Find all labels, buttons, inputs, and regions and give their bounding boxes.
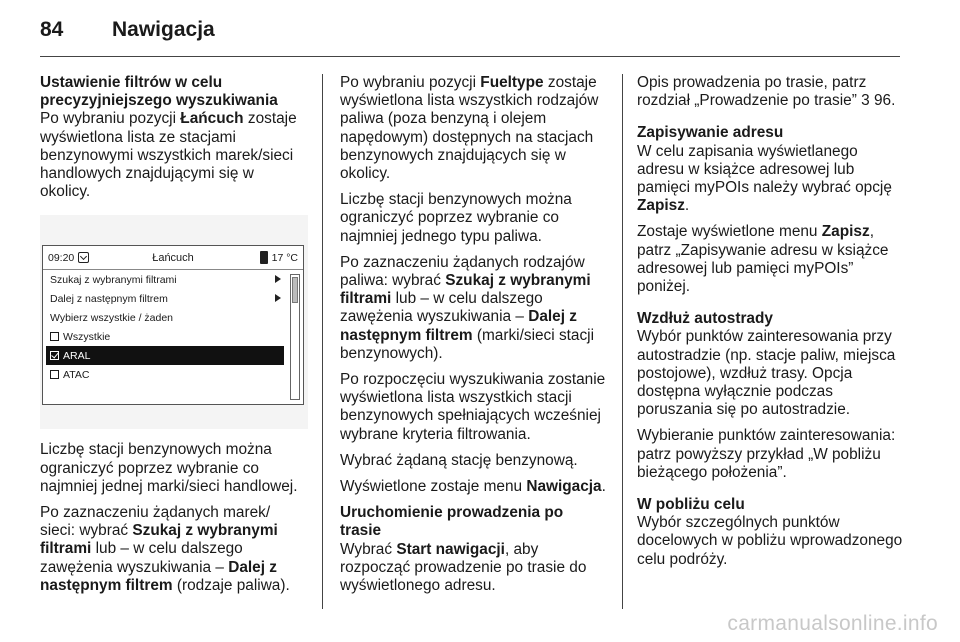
- arrow-right-icon: [275, 294, 281, 302]
- paragraph: Po rozpoczęciu wyszukiwania zostanie wyświetlona lista wszystkich stacji benzynowych spełniających wcześniej wybrane kryteria filtrowania.: [340, 371, 606, 443]
- scrollbar-thumb[interactable]: [292, 277, 298, 303]
- phone-icon: [260, 251, 268, 264]
- page-header: [40, 18, 215, 50]
- paragraph: Wybieranie punktów zainteresowania: patrz powyższy przykład „W pobliżu bieżącego położenia”.: [637, 427, 896, 481]
- paragraph: Po zaznaczeniu żądanych marek/ sieci: wybrać Szukaj z wybranymi filtrami lub – w celu dalszego zawężenia wyszukiwania – Dalej z następnym filtrem (rodzaje paliwa).: [40, 504, 290, 594]
- paragraph: Wybrać żądaną stację benzynową.: [340, 451, 578, 469]
- section-heading-near-destination: W pobliżu celu: [637, 496, 745, 514]
- section-heading-filters: Ustawienie filtrów w celu precyzyjniejszego wyszukiwania: [40, 74, 278, 110]
- paragraph: Liczbę stacji benzynowych można ograniczyć poprzez wybranie co najmniej jednego typu paliwa.: [340, 191, 572, 245]
- screen-title: Łańcuch: [152, 251, 194, 264]
- paragraph: Po wybraniu pozycji Fueltype zostaje wyświetlona lista wszystkich rodzajów paliwa (poza benzyną i olejem napędowym) dostępnych na stacjach benzynowych znajdujących się w okolicy.: [340, 74, 599, 183]
- paragraph: Liczbę stacji benzynowych można ograniczyć poprzez wybranie co najmniej jednej marki/sieci handlowej.: [40, 441, 298, 495]
- menu-item-next-filter[interactable]: Dalej z następnym filtrem: [43, 289, 287, 308]
- paragraph: Wybrać Start nawigacji, aby rozpocząć prowadzenie po trasie do wyświetlonego adresu.: [340, 540, 587, 595]
- page-reference-icon: 3: [861, 92, 870, 110]
- section-heading-motorway: Wzdłuż autostrady: [637, 310, 773, 328]
- page-title: Nawigacja: [112, 18, 215, 41]
- screen-scrollbar[interactable]: [290, 274, 300, 400]
- screen-temperature: 17 °C: [260, 251, 298, 264]
- menu-term: Łańcuch: [180, 110, 244, 128]
- paragraph: Po zaznaczeniu żądanych rodzajów paliwa: wybrać Szukaj z wybranymi filtrami lub – w celu dalszego zawężenia wyszukiwania – Dalej z następnym filtrem (marki/sieci stacji benzynowych).: [340, 253, 595, 362]
- paragraph: Po wybraniu pozycji Łańcuch zostaje wyświetlona lista ze stacjami benzynowymi wszystkich marek/sieci handlowych znajdującymi się w okolicy.: [40, 110, 297, 201]
- screen-time: 09:20: [48, 251, 75, 264]
- screen-status-bar: [43, 246, 303, 270]
- paragraph: Wybór punktów zainteresowania przy autostradzie (np. stacje paliw, miejsca postojowe), wzdłuż trasy. Opcja dostępna wyłącznie podczas poruszania się po autostradzie.: [637, 328, 896, 419]
- section-heading-save-address: Zapisywanie adresu: [637, 124, 784, 142]
- watermark: carmanualsonline.info: [727, 612, 938, 635]
- column-divider-2: [622, 74, 623, 609]
- page-number: 84: [40, 18, 64, 41]
- menu-item-aral[interactable]: ARAL: [46, 346, 284, 365]
- menu-item-all[interactable]: Wszystkie: [43, 327, 287, 346]
- paragraph: Zostaje wyświetlone menu Zapisz, patrz „Zapisywanie adresu w książce adresowej lub pamięci myPOIs” poniżej.: [637, 223, 889, 296]
- paragraph: W celu zapisania wyświetlanego adresu w książce adresowej lub pamięci myPOIs należy wybrać opcję Zapisz.: [637, 142, 892, 215]
- checkbox-checked-icon: [50, 351, 59, 360]
- menu-item-search-filters[interactable]: Szukaj z wybranymi filtrami: [43, 270, 287, 289]
- menu-item-atac[interactable]: ATAC: [43, 365, 287, 384]
- screen-figure: [40, 215, 308, 429]
- paragraph: Wybór szczególnych punktów docelowych w pobliżu wprowadzonego celu podróży.: [637, 514, 903, 568]
- arrow-right-icon: [275, 275, 281, 283]
- column-3: [637, 74, 905, 577]
- header-rule: [40, 56, 900, 57]
- column-2: [340, 74, 608, 603]
- checkbox-icon: [50, 370, 59, 379]
- paragraph: Opis prowadzenia po trasie, patrz rozdział „Prowadzenie po trasie” 3 96.: [637, 74, 896, 110]
- column-divider-1: [322, 74, 323, 609]
- column-1: [40, 74, 308, 603]
- menu-item-select-all[interactable]: Wybierz wszystkie / żaden: [50, 311, 174, 324]
- infotainment-screen: [42, 245, 304, 405]
- section-heading-start-guidance: Uruchomienie prowadzenia po trasie: [340, 504, 564, 540]
- screen-menu-list: [43, 270, 287, 404]
- checkbox-icon: [50, 332, 59, 341]
- paragraph: Wyświetlone zostaje menu Nawigacja.: [340, 478, 606, 496]
